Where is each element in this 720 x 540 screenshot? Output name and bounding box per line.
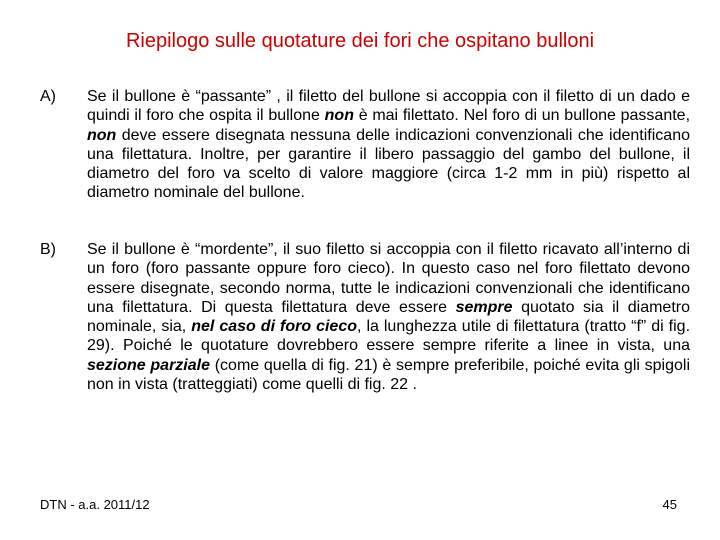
text-segment: è mai filettato. Nel foro di un bullone passante, [353,107,691,125]
list-item-text [87,87,690,203]
list-marker: B) [40,241,56,258]
emphasis-text: sezione parziale [87,356,210,374]
footer-course-label: DTN - a.a. 2011/12 [40,497,150,512]
emphasis-text: nel caso di foro cieco [191,318,358,336]
list-item-a [40,87,690,203]
list-item-b [40,240,690,394]
text-segment: Se il bullone è “passante” , il filetto del bullone si accoppia con il filetto di un dado e quindi il foro che ospita il bullone [87,88,690,125]
emphasis-text: non [87,126,117,144]
emphasis-text: non [324,107,354,125]
list-item-text [87,240,690,394]
text-segment: Se il bullone è “mordente”, il suo filetto si accoppia con il filetto ricavato all’interno di un foro (foro passante oppure foro cieco). In questo caso nel foro filettato devono essere disegnate, secondo norma, tutte le indicazioni convenzionali che identificano una filettatura. Di questa filettatura deve essere [87,241,690,316]
slide-title: Riepilogo sulle quotature dei fori che ospitano bulloni [125,30,595,52]
emphasis-text: sempre [455,298,513,316]
page-number: 45 [662,497,677,512]
text-segment: , la lunghezza utile di filettatura (tratto “f” di fig. 29). Poiché le quotature dovrebbero essere sempre riferite a linee in vista, una [87,318,691,355]
text-segment: (come quella di fig. 21) è sempre preferibile, poiché evita gli spigoli non in vista (tratteggiati) come quelli di fig. 22 . [87,356,691,394]
text-segment: quotato sia il diametro nominale, sia, [87,298,690,336]
text-segment: deve essere disegnata nessuna delle indicazioni convenzionali che identificano una filettatura. Inoltre, per garantire il libero passaggio del gambo del bullone, il diametro del foro va scelto di valore maggiore (circa 1-2 mm in più) rispetto al diametro nominale del bullone. [87,126,690,202]
list-marker: A) [40,88,56,105]
